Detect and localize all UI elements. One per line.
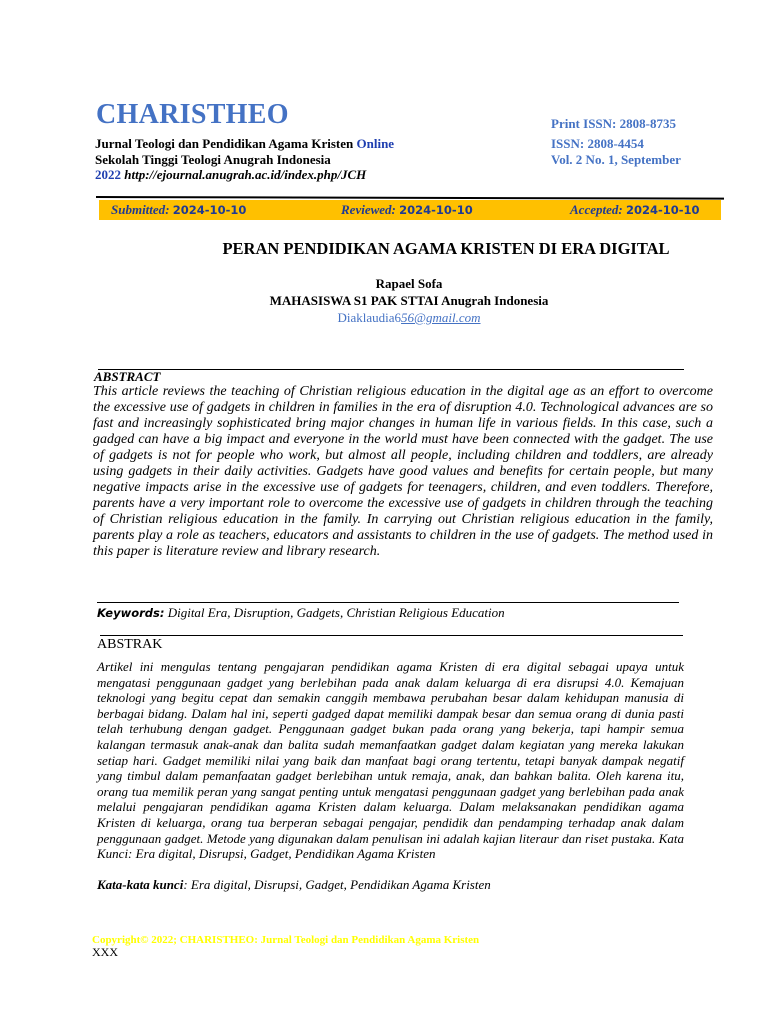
abstrak-text: Artikel ini mengulas tentang pengajaran pendidikan agama Kristen di era digital sebagai upaya untuk mengatasi penggunaan gadget yang berlebihan pada anak dalam keluarga di era disrupsi 4.0. Kemajuan teknologi yang begitu cepat dan semakin canggih membawa perubahan besar dalam kehidupan manusia di berbagai bidang. Dalam hal ini, seperti gadged dapat memiliki dampak besar dan semua orang di dunia pasti telah terhubung dengan gadget. Penggunaan gadget bukan pada orang yang bekerja, tapi hampir semua kalangan termasuk anak-anak dan balita sudah memanfaatkan gadget dalam kegiatan yang mereka lakukan setiap hari. Gadget memiliki nilai yang baik dan manfaat bagi orang tertentu, tetapi banyak dampak negatif yang timbul dalam pemanfaatan gadget berlebihan untuk remaja, anak, dan bahkan balita. Oleh karena itu, orang tua memilik peran yang sangat penting untuk mengatasi penggunaan gadget yang berlebihan pada anak melalui pengajaran pendidikan agama Kristen dalam keluarga. Dalam melaksanakan pendidikan agama Kristen di keluarga, orang tua berperan sebagai pengajar, pendidik dan pendamping terhadap anak dalam penggunaan gadget. Metode yang digunakan dalam penulisan ini adalah kajian literaur dan riset pustaka. Kata Kunci: Era digital, Disrupsi, Gadget, Pendidikan Agama Kristen bbox=[97, 659, 684, 862]
accepted-label: Accepted bbox=[570, 202, 619, 217]
email-prefix: Diaklaudia6 bbox=[337, 310, 402, 325]
reviewed-value: 2024-10-10 bbox=[399, 203, 473, 217]
journal-subtitle-main: Jurnal Teologi dan Pendidikan Agama Kristen bbox=[95, 136, 354, 151]
paper-title: PERAN PENDIDIKAN AGAMA KRISTEN DI ERA DIGITAL bbox=[222, 239, 670, 258]
abstract-top-rule bbox=[98, 369, 684, 370]
journal-name: CHARISTHEO bbox=[96, 99, 289, 130]
keywords-line bbox=[97, 605, 505, 621]
keywords-bottom-rule bbox=[100, 635, 683, 636]
journal-subtitle bbox=[95, 136, 394, 152]
author-affiliation: MAHASISWA S1 PAK STTAI Anugrah Indonesia bbox=[269, 293, 549, 308]
email-link[interactable]: 56@gmail.com bbox=[401, 310, 481, 325]
kata-kunci-label: Kata-kata kunci bbox=[97, 877, 184, 892]
volume-info: Vol. 2 No. 1, September bbox=[551, 152, 681, 167]
abstract-heading: ABSTRACT bbox=[94, 369, 161, 384]
journal-subtitle-online: Online bbox=[356, 136, 395, 151]
keywords-value: Digital Era, Disruption, Gadgets, Christian Religious Education bbox=[167, 605, 505, 620]
print-issn: Print ISSN: 2808-8735 bbox=[551, 116, 676, 131]
journal-year-url bbox=[95, 167, 366, 183]
keywords-top-rule bbox=[97, 602, 679, 603]
dates-bar bbox=[99, 200, 721, 220]
submitted-date: Submitted: 2024-10-10 bbox=[111, 202, 247, 217]
page-number: XXX bbox=[92, 945, 118, 959]
institution-name: Sekolah Tinggi Teologi Anugrah Indonesia bbox=[95, 152, 331, 167]
copyright-notice: Copyright© 2022; CHARISTHEO: Jurnal Teologi dan Pendidikan Agama Kristen bbox=[92, 934, 480, 946]
accepted-date: Accepted: 2024-10-10 bbox=[570, 202, 700, 217]
accepted-value: 2024-10-10 bbox=[625, 203, 700, 217]
online-issn: ISSN: 2808-4454 bbox=[551, 136, 644, 151]
kata-kunci-value: : Era digital, Disrupsi, Gadget, Pendidikan Agama Kristen bbox=[183, 877, 491, 892]
keywords-label: Keywords: bbox=[97, 606, 165, 620]
submitted-label: Submitted bbox=[111, 202, 166, 217]
author-email[interactable] bbox=[0, 310, 768, 326]
reviewed-date: Reviewed: 2024-10-10 bbox=[341, 202, 473, 217]
kata-kunci-line bbox=[97, 877, 491, 893]
reviewed-label: Reviewed bbox=[341, 202, 392, 217]
author-name: Rapael Sofa bbox=[375, 276, 443, 291]
abstract-text: This article reviews the teaching of Christian religious education in the digital age as an effort to overcome the excessive use of gadgets in children in families in the era of disruption 4.0. Technological advances are so fast and increasingly sophisticated bring major changes in human life in various fields. In this case, such a gadged can have a big impact and everyone in the world must have been connected with the gadget. The use of gadgets is not for people who work, but almost all people, including children and toddlers, are already using gadgets in their daily activities. Gadgets have good values and benefits for certain people, but many negative impacts arise in the excessive use of gadgets for teenagers, children, and even toddlers. Therefore, parents have a very important role to overcome the excessive use of gadgets in children through the teaching of Christian religious education in the family. In carrying out Christian religious education in the family, parents play a role as teachers, educators and assistants to children in the use of gadgets. The method used in this paper is literature review and library research. bbox=[93, 384, 713, 559]
journal-url[interactable]: http://ejournal.anugrah.ac.id/index.php/JCH bbox=[124, 167, 367, 182]
journal-year: 2022 bbox=[95, 167, 121, 182]
submitted-value: 2024-10-10 bbox=[172, 203, 247, 217]
abstrak-heading: ABSTRAK bbox=[97, 637, 163, 652]
